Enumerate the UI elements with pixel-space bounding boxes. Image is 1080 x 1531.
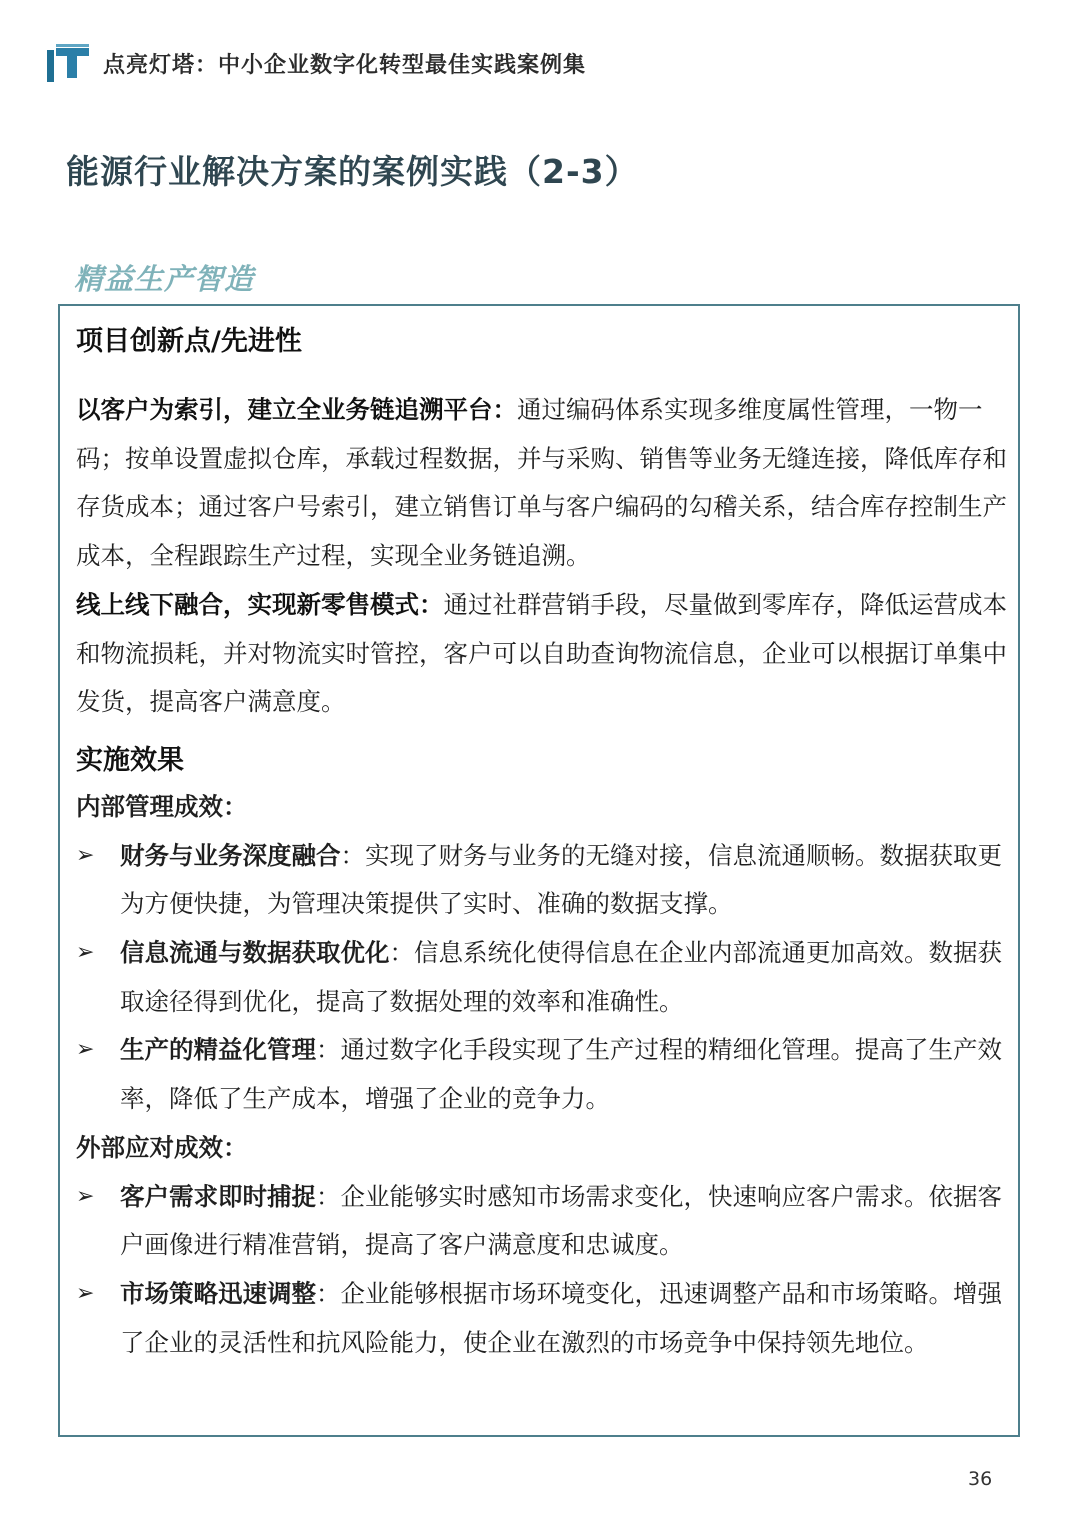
arrow-bullet-icon: ➢ [76, 1280, 95, 1306]
section-tag: 精益生产智造 [74, 262, 255, 296]
arrow-bullet-icon: ➢ [76, 940, 95, 966]
innovation-item-title: 以客户为索引，建立全业务链追溯平台： [76, 395, 517, 424]
external-bullet-item [76, 1270, 1014, 1367]
page-title: 能源行业解决方案的案例实践（2-3） [66, 152, 639, 191]
external-heading: 外部应对成效： [76, 1132, 248, 1162]
bullet-text: ：企业能够根据市场环境变化，迅速调整产品和市场策略。增强了企业的灵活性和抗风险能力，使企业在激烈的市场竞争中保持领先地位。 [120, 1278, 1002, 1357]
innovation-item-text: 通过编码体系实现多维度属性管理，一物一码；按单设置虚拟仓库，承载过程数据，并与采购、销售等业务无缝连接，降低库存和存货成本；通过客户号索引，建立销售订单与客户编码的勾稽关系，结合库存控制生产成本，全程跟踪生产过程，实现全业务链追溯。 [76, 395, 1007, 571]
innovation-item-title: 线上线下融合，实现新零售模式： [76, 589, 444, 619]
content-card [58, 304, 1020, 1437]
internal-bullet-item [76, 929, 1014, 1026]
bullet-text: ：实现了财务与业务的无缝对接，信息流通顺畅。数据获取更为方便快捷，为管理决策提供了实时、准确的数据支撑。 [120, 840, 1002, 919]
internal-bullet-item [76, 1026, 1014, 1123]
effect-heading: 实施效果 [76, 744, 184, 776]
page-number: 36 [968, 1468, 993, 1490]
bullet-title: 财务与业务深度融合 [120, 840, 341, 870]
arrow-bullet-icon: ➢ [76, 1183, 95, 1209]
innovation-paragraph [76, 386, 1014, 581]
external-bullet-item [76, 1173, 1014, 1270]
card-content [76, 320, 1014, 1367]
bullet-title: 市场策略迅速调整 [120, 1278, 316, 1308]
arrow-bullet-icon: ➢ [76, 842, 95, 868]
page-header [47, 44, 586, 82]
bullet-text: ：企业能够实时感知市场需求变化，快速响应客户需求。依据客户画像进行精准营销，提高了客户满意度和忠诚度。 [120, 1181, 1002, 1260]
innovation-heading: 项目创新点/先进性 [76, 326, 302, 357]
internal-bullet-item [76, 832, 1014, 929]
innovation-paragraph [76, 581, 1014, 727]
arrow-bullet-icon: ➢ [76, 1037, 95, 1063]
lighthouse-logo-icon [47, 44, 89, 82]
bullet-title: 客户需求即时捕捉 [120, 1181, 316, 1211]
bullet-text: ：通过数字化手段实现了生产过程的精细化管理。提高了生产效率，降低了生产成本，增强了企业的竞争力。 [120, 1035, 1002, 1114]
header-title: 点亮灯塔：中小企业数字化转型最佳实践案例集 [103, 52, 587, 78]
innovation-item-text: 通过社群营销手段，尽量做到零库存，降低运营成本和物流损耗，并对物流实时管控，客户可以自助查询物流信息，企业可以根据订单集中发货，提高客户满意度。 [76, 589, 1007, 717]
internal-heading: 内部管理成效： [76, 791, 248, 821]
bullet-title: 生产的精益化管理 [120, 1035, 316, 1065]
bullet-title: 信息流通与数据获取优化 [120, 938, 390, 968]
bullet-text: ：信息系统化使得信息在企业内部流通更加高效。数据获取途径得到优化，提高了数据处理的效率和准确性。 [120, 938, 1002, 1016]
